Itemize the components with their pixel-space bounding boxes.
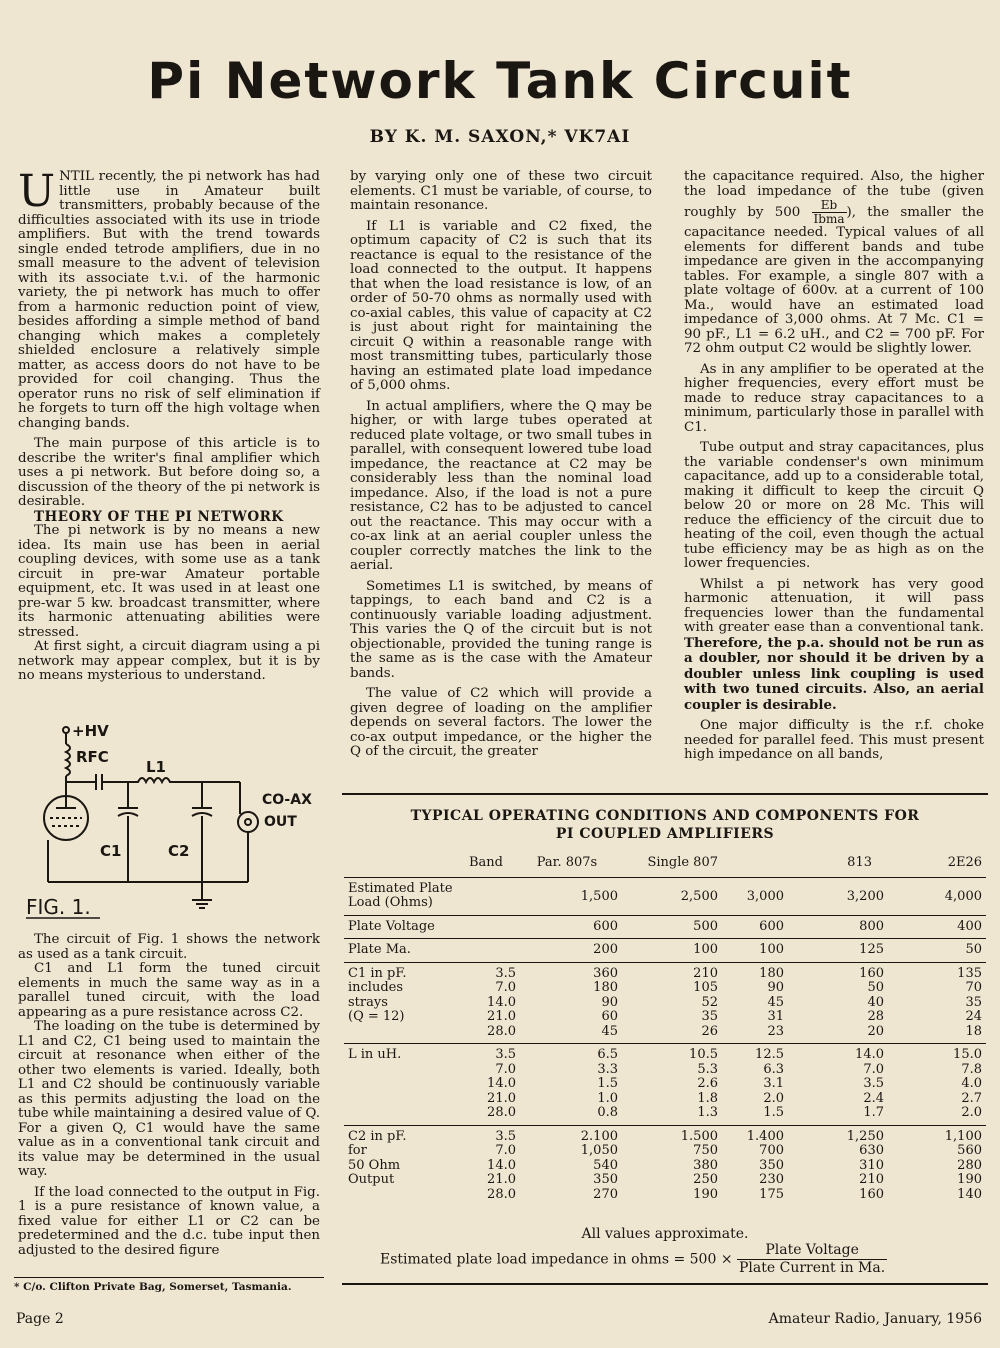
table-cell: 7.0 xyxy=(495,1061,516,1077)
c1-label: C1 xyxy=(100,842,122,860)
table-cell: 7.8 xyxy=(961,1061,982,1077)
table-row: Plate Voltage 600 500 600 800 400 xyxy=(344,915,986,939)
formula-fraction: $\frac{\text{Plate Voltage}}{\text{Plate Current in Ma.}}$ xyxy=(739,1242,886,1276)
table-row xyxy=(344,1063,986,1078)
table-cell: 23 xyxy=(718,1025,784,1044)
table-cell: 3.5 xyxy=(863,1076,884,1091)
table-cell: 270 xyxy=(593,1186,618,1202)
table-cell: 28.0 xyxy=(456,1025,516,1044)
table-cell: 190 xyxy=(693,1186,718,1202)
rfc-label: RFC xyxy=(76,748,109,766)
paragraph: by varying only one of these two circuit elements. C1 must be variable, of course, to maintain resonance. xyxy=(350,169,652,213)
table-cell: 7.0 xyxy=(495,1143,516,1158)
l1-label: L1 xyxy=(146,758,166,776)
table-cell: 1.7 xyxy=(784,1106,884,1125)
table-cell: 380 xyxy=(693,1157,718,1173)
table-cell: 2.4 xyxy=(863,1090,884,1106)
paragraph: Tube output and stray capacitances, plus the variable condenser's own minimum capacitance, add up to a considerable total, making it difficult to keep the circuit Q below 20 or more on 28 Mc. This will reduce the efficiency of the circuit due to heating of the coil, even though the actual tube efficiency may be as high as on the lower frequencies. xyxy=(684,440,984,571)
table-cell: 160 xyxy=(859,1186,884,1202)
table-cell: 105 xyxy=(693,980,718,995)
table-cell: 350 xyxy=(593,1172,618,1187)
byline: BY K. M. SAXON,* VK7AI xyxy=(369,127,631,147)
table-cell: 1,100 xyxy=(944,1128,982,1144)
paragraph: C1 and L1 form the tuned circuit elements in much the same way as in a parallel tuned circuit, with the load appearing as a pure resistance across C2. xyxy=(18,961,320,1020)
table-cell xyxy=(344,1025,456,1044)
table-cell xyxy=(344,1077,456,1092)
table-cell: 14.0 xyxy=(855,1047,884,1062)
table-cell: 1.5 xyxy=(597,1076,618,1091)
column-1 xyxy=(18,166,320,684)
table-cell: 15.0 xyxy=(953,1047,982,1062)
table-cell: 1,250 xyxy=(846,1128,884,1144)
table-cell xyxy=(344,1063,456,1078)
table-row xyxy=(344,996,986,1011)
table-row: Plate Ma. 200 100 100 125 50 xyxy=(344,939,986,963)
table-cell: 7.0 xyxy=(863,1061,884,1077)
table-cell: 21.0 xyxy=(487,1090,516,1106)
table-cell: 90 xyxy=(601,994,618,1010)
page-number: Page 2 xyxy=(16,1311,64,1327)
circuit-diagram-figure xyxy=(18,722,318,922)
section-heading: THEORY OF THE PI NETWORK xyxy=(34,508,284,525)
paragraph: At first sight, a circuit diagram using a pi network may appear complex, but it is by no means mysterious to understand. xyxy=(18,639,320,683)
table-cell: (Q = 12) xyxy=(348,1009,405,1024)
hv-label: +HV xyxy=(72,722,109,740)
paragraph: As in any amplifier to be operated at the higher frequencies, every effort must be made to reduce stray capacitances to a minimum, particularly those in parallel with C1. xyxy=(684,361,984,435)
table-cell: 180 xyxy=(593,980,618,995)
column-2 xyxy=(350,170,652,760)
table-row xyxy=(344,1025,986,1044)
table-cell: 540 xyxy=(593,1157,618,1173)
paragraph: The value of C2 which will provide a given degree of loading on the amplifier depends on several factors. The lower the co-ax output impedance, or the higher the Q of the circuit, the greater xyxy=(350,686,652,759)
table-cell: 10.5 xyxy=(689,1047,718,1062)
table-cell: 360 xyxy=(593,965,618,981)
table-cell: 560 xyxy=(957,1143,982,1158)
table-cell: 3.5 xyxy=(495,965,516,981)
footnote: * C/o. Clifton Private Bag, Somerset, Tasmania. xyxy=(14,1277,324,1293)
table-row xyxy=(344,981,986,996)
table-cell: 7.0 xyxy=(495,980,516,995)
table-cell: 52 xyxy=(701,994,718,1010)
running-footer: Amateur Radio, January, 1956 xyxy=(768,1311,982,1327)
paragraph: One major difficulty is the r.f. choke needed for parallel feed. This must present high impedance on all bands, xyxy=(684,718,984,762)
table-cell: 14.0 xyxy=(487,1157,516,1173)
paragraph: In actual amplifiers, where the Q may be higher, or with large tubes operated at reduced plate voltage, or two small tubes in parallel, with consequent lowered tube load impedance, the reactance at C2 may be considerably less than the nominal load impedance. Also, if the load is not a pure resistance, C2 has to be adjusted to cancel out the reactance. This may occur with a co-ax link at an aerial coupler unless the coupler correctly matches the link to the aerial. xyxy=(350,398,652,573)
out-label: OUT xyxy=(264,814,297,830)
table-cell: 28.0 xyxy=(456,1106,516,1125)
table-cell: 1.5 xyxy=(718,1106,784,1125)
operating-conditions-table xyxy=(344,856,986,1202)
table-cell: 1.400 xyxy=(746,1128,784,1144)
table-cell: 45 xyxy=(767,994,784,1010)
table-cell: 1.500 xyxy=(680,1128,718,1144)
table-cell: 31 xyxy=(767,1009,784,1024)
paragraph: If the load connected to the output in Fig. 1 is a pure resistance of known value, a fixed value for either L1 or C2 can be predetermined and the d.c. tube input then adjusted to the desired figure xyxy=(18,1184,320,1258)
table-cell: for xyxy=(348,1143,367,1158)
c2-group xyxy=(344,1125,986,1202)
paragraph: The circuit of Fig. 1 shows the network as used as a tank circuit. xyxy=(18,932,320,962)
column-1-continued xyxy=(18,933,320,1258)
load-impedance-formula: Estimated plate load impedance in ohms = 500 × $\frac{\text{Plate Voltage}}{\text{Plate Current in Ma.}}$ xyxy=(380,1242,886,1276)
terminal-icon xyxy=(63,727,69,733)
paragraph: Sometimes L1 is switched, by means of tappings, to each band and C2 is a continuously variable loading adjustment. This varies the Q of the circuit but is not objectionable, provided the tuning range is the same as is the case with the Amateur bands. xyxy=(350,578,652,681)
paragraph: The main purpose of this article is to describe the writer's final amplifier which uses a pi network. But before doing so, a discussion of the theory of the pi network is desirable. xyxy=(18,436,320,509)
paragraph: UNTIL recently, the pi network has had little use in Amateur built transmitters, probably because of the difficulties associated with its use in triode amplifiers. But with the trend towards single ended tetrode amplifiers, due in no small measure to the advent of television with its associate t.v.i. of the harmonic variety, the pi network has much to offer from a harmonic reduction point of view, besides affording a simple method of band changing which makes a completely shielded enclosure a relatively simple matter, as access doors do not have to be provided for coil changing. Thus the operator runs no risk of self elimination if he forgets to turn off the high voltage when changing bands. xyxy=(18,166,320,431)
table-row: Estimated Plate Load (Ohms) 1,500 2,500 3,000 3,200 4,000 xyxy=(344,877,986,915)
paragraph: Whilst a pi network has very good harmonic attenuation, it will pass frequencies lower than the fundamental with greater ease than a conventional tank. Therefore, the p.a. should not be run as a doubler, nor should it be driven by a doubler unless link coupling is used with two tuned circuits. Also, an aerial coupler is desirable. xyxy=(684,576,984,713)
table-row xyxy=(344,1106,986,1125)
table-row xyxy=(344,962,986,981)
table-cell: C1 in pF. xyxy=(348,965,407,981)
table-cell: C2 in pF. xyxy=(348,1128,407,1144)
table-cell: 2.6 xyxy=(697,1076,718,1091)
table-cell: 3.5 xyxy=(495,1128,516,1144)
table-cell: strays xyxy=(348,994,388,1010)
table-cell: 40 xyxy=(867,994,884,1010)
table-cell: 18 xyxy=(884,1025,986,1044)
table-cell: 6.3 xyxy=(763,1061,784,1077)
table-row xyxy=(344,1092,986,1107)
table-cell: 60 xyxy=(601,1009,618,1024)
table-row xyxy=(344,1010,986,1025)
table-cell: 28.0 xyxy=(487,1186,516,1202)
table-cell: 3.5 xyxy=(495,1047,516,1062)
table-cell: 210 xyxy=(693,965,718,981)
table-cell: 26 xyxy=(618,1025,718,1044)
table-cell: 210 xyxy=(859,1172,884,1187)
table-cell: 1,050 xyxy=(580,1143,618,1158)
table-cell: 250 xyxy=(693,1172,718,1187)
paragraph: the capacitance required. Also, the higher the load impedance of the tube (given roughly by 500 $\frac{Eb}{\text{Ibma}}$ ), the smaller the capacitance needed. Typical values of all elements for different bands and tube impedance are given in the accompanying tables. For example, a single 807 with a plate voltage of 600v. at a current of 100 Ma., would have an estimated load impedance of 3,000 ohms. At 7 Mc. C1 = 90 pF., L1 = 6.2 uH., and C2 = 700 pF. For 72 ohm output C2 would be slightly lower. xyxy=(684,169,984,356)
table-cell xyxy=(344,1092,456,1107)
table-cell: includes xyxy=(348,980,404,995)
table-cell: 190 xyxy=(957,1172,982,1187)
table-cell: 14.0 xyxy=(487,1076,516,1091)
table-cell: 180 xyxy=(759,965,784,981)
article-title: Pi Network Tank Circuit xyxy=(147,52,853,110)
c1-group xyxy=(344,962,986,1044)
c2-label: C2 xyxy=(168,842,190,860)
table-cell: 21.0 xyxy=(487,1009,516,1024)
paragraph: The pi network is by no means a new idea. Its main use has been in aerial coupling devices, with some use as a tank circuit in pre-war Amateur portable equipment, etc. It was used in at least one pre-war 5 kw. broadcast transmitter, where its harmonic attenuating abilities were stressed. xyxy=(18,523,320,640)
table-cell: 2.0 xyxy=(884,1106,986,1125)
table-top-rule xyxy=(342,793,988,795)
table-cell: 6.5 xyxy=(597,1047,618,1062)
table-note: All values approximate. xyxy=(581,1226,749,1242)
table-cell: 4.0 xyxy=(961,1076,982,1091)
l1-coil-icon xyxy=(128,778,204,782)
table-cell: 280 xyxy=(957,1157,982,1173)
table-row xyxy=(344,1159,986,1174)
table-bottom-rule xyxy=(342,1283,988,1285)
table-cell xyxy=(344,1106,456,1125)
table-cell: 140 xyxy=(957,1186,982,1202)
table-cell: 90 xyxy=(767,980,784,995)
table-header-row: Band Par. 807s Single 807 813 2E26 xyxy=(344,856,986,877)
table-cell: 3.3 xyxy=(597,1061,618,1077)
table-row xyxy=(344,1044,986,1063)
table-cell: 5.3 xyxy=(697,1061,718,1077)
table-row xyxy=(344,1173,986,1188)
table-cell: 35 xyxy=(965,994,982,1010)
table-row xyxy=(344,1188,986,1203)
rfc-coil-icon xyxy=(66,744,70,776)
l-group xyxy=(344,1044,986,1126)
table-cell: 70 xyxy=(965,980,982,995)
table-cell: 350 xyxy=(759,1157,784,1173)
table-cell: 50 xyxy=(867,980,884,995)
table-cell: 1.3 xyxy=(618,1106,718,1125)
drop-cap: U xyxy=(18,166,56,217)
table-cell: 21.0 xyxy=(487,1172,516,1187)
paragraph: If L1 is variable and C2 fixed, the optimum capacity of C2 is such that its reactance is equal to the resistance of the load connected to the output. It happens that when the load resistance is low, of an order of 50-70 ohms as normally used with co-axial cables, this value of capacity at C2 is just about right for maintaining the circuit Q within a reasonable range with most transmitting tubes, particularly those having an estimated plate load impedance of 5,000 ohms. xyxy=(350,218,652,393)
table-cell: 700 xyxy=(759,1143,784,1158)
table-title: TYPICAL OPERATING CONDITIONS AND COMPONENTS FOR PI COUPLED AMPLIFIERS xyxy=(410,808,920,842)
table-cell: 750 xyxy=(693,1143,718,1158)
table-cell: 0.8 xyxy=(516,1106,618,1125)
table-cell: 14.0 xyxy=(487,994,516,1010)
table-cell: 135 xyxy=(957,965,982,981)
table-cell: L in uH. xyxy=(348,1047,402,1062)
table-cell: 1.0 xyxy=(597,1090,618,1106)
table-cell: 24 xyxy=(965,1009,982,1024)
table-cell xyxy=(344,1188,456,1203)
table-cell: Output xyxy=(348,1172,395,1187)
column-3 xyxy=(684,170,984,763)
table-cell: 35 xyxy=(701,1009,718,1024)
table-cell: 1.8 xyxy=(697,1090,718,1106)
figure-caption: FIG. 1. xyxy=(26,895,91,919)
table-cell: 175 xyxy=(759,1186,784,1202)
table-cell: 2.0 xyxy=(763,1090,784,1106)
table-row xyxy=(344,1144,986,1159)
table-row xyxy=(344,1077,986,1092)
table-cell: 2.100 xyxy=(580,1128,618,1144)
table-cell: 50 Ohm xyxy=(348,1157,401,1173)
table-cell: 230 xyxy=(759,1172,784,1187)
table-cell: 310 xyxy=(859,1157,884,1173)
paragraph: The loading on the tube is determined by L1 and C2, C1 being used to maintain the circuit at resonance when either of the other two elements is varied. Ideally, both L1 and C2 should be continuously variable as this permits adjusting the load on the tube while maintaining a desired value of Q. For a given Q, C1 would have the same value as in a conventional tank circuit and its value may be determined in the usual way. xyxy=(18,1019,320,1179)
table-cell: 3.1 xyxy=(763,1076,784,1091)
coax-label: CO-AX xyxy=(262,792,312,808)
table-cell: 20 xyxy=(784,1025,884,1044)
table-row xyxy=(344,1125,986,1144)
fraction: $\frac{Eb}{\text{Ibma}}$ xyxy=(813,198,845,226)
table-cell: 28 xyxy=(867,1009,884,1024)
table-cell: 160 xyxy=(859,965,884,981)
table-cell: 2.7 xyxy=(961,1090,982,1106)
coax-connector-icon xyxy=(238,812,258,832)
table-cell: 45 xyxy=(516,1025,618,1044)
table-cell: 12.5 xyxy=(755,1047,784,1062)
table-cell: 630 xyxy=(859,1143,884,1158)
